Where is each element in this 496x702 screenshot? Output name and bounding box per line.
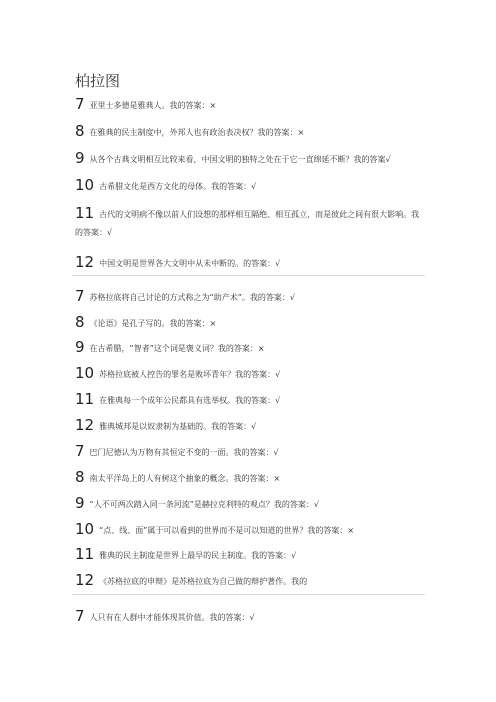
question-item xyxy=(75,494,415,512)
question-text: 雅典城邦是以奴隶制为基础的。我的答案：√ xyxy=(99,422,257,431)
question-number: 7 xyxy=(75,287,85,305)
question-text: 南太平洋岛上的人有树这个抽象的概念。我的答案：× xyxy=(89,474,281,483)
section-divider xyxy=(72,594,425,595)
question-item xyxy=(75,287,415,305)
question-item xyxy=(75,442,415,460)
question-number: 7 xyxy=(75,95,85,113)
question-number: 9 xyxy=(75,338,85,356)
question-item xyxy=(75,176,415,194)
question-item xyxy=(75,545,415,563)
question-number: 10 xyxy=(75,176,95,194)
question-item xyxy=(75,204,420,242)
question-text: 古代的文明病不像以前人们设想的那样相互隔绝、相互孤立，而是彼此之间有很大影响。我的答案：√ xyxy=(75,210,420,237)
question-number: 10 xyxy=(75,520,95,538)
question-text: 人只有在人群中才能体现其价值。我的答案：√ xyxy=(89,613,255,622)
question-text: 亚里士多德是雅典人。我的答案：× xyxy=(89,101,217,110)
question-item xyxy=(75,607,415,625)
question-number: 12 xyxy=(75,416,95,434)
question-number: 12 xyxy=(75,253,95,271)
question-text: 巴门尼德认为万物有其恒定不变的一面。我的答案：√ xyxy=(89,448,279,457)
question-number: 12 xyxy=(75,571,95,589)
question-text: 雅典的民主制度是世界上最早的民主制度。我的答案：√ xyxy=(99,551,297,560)
question-number: 11 xyxy=(75,390,95,408)
question-text: “点、线、面”属于可以看到的世界而不是可以知道的世界？我的答案：× xyxy=(99,526,355,535)
question-item xyxy=(75,253,415,271)
question-item xyxy=(75,338,415,356)
question-text: 在雅典每一个成年公民都具有选举权。我的答案：√ xyxy=(99,396,281,405)
question-text: 苏格拉底将自己讨论的方式称之为“助产术”。我的答案：√ xyxy=(89,293,295,302)
question-item xyxy=(75,571,415,589)
question-number: 9 xyxy=(75,149,85,167)
question-item xyxy=(75,313,415,331)
page-title: 柏拉图 xyxy=(75,72,121,90)
question-text: 《苏格拉底的申辩》是苏格拉底为自己做的辩护著作。我的 xyxy=(99,577,308,586)
question-number: 8 xyxy=(75,468,85,486)
question-number: 11 xyxy=(75,204,95,222)
question-number: 8 xyxy=(75,122,85,140)
question-number: 9 xyxy=(75,494,85,512)
question-text: 《论语》是孔子写的。我的答案：× xyxy=(89,319,217,328)
question-number: 8 xyxy=(75,313,85,331)
question-item xyxy=(75,468,415,486)
question-number: 7 xyxy=(75,607,85,625)
question-text: 中国文明是世界各大文明中从未中断的。的答案：√ xyxy=(99,259,281,268)
question-item xyxy=(75,364,415,382)
question-item xyxy=(75,122,415,140)
question-text: 古希腊文化是西方文化的母体。我的答案：√ xyxy=(99,182,257,191)
question-number: 7 xyxy=(75,442,85,460)
question-number: 10 xyxy=(75,364,95,382)
question-text: “人不可两次踏入同一条河流”是赫拉克利特的观点？我的答案：√ xyxy=(89,500,319,509)
question-item xyxy=(75,149,415,167)
question-item xyxy=(75,416,415,434)
question-text: 在雅典的民主制度中，外邦人也有政治表决权？我的答案：× xyxy=(89,128,305,137)
question-item xyxy=(75,95,415,113)
section-divider xyxy=(72,275,425,276)
question-text: 苏格拉底被人控告的罪名是败坏青年？我的答案：√ xyxy=(99,370,281,379)
question-item xyxy=(75,390,415,408)
question-text: 从各个古典文明相互比较来看，中国文明的独特之处在于它一直绵延不断？我的答案√ xyxy=(89,155,391,164)
question-text: 在古希腊，“智者”这个词是褒义词？我的答案：× xyxy=(89,344,265,353)
question-number: 11 xyxy=(75,545,95,563)
question-item xyxy=(75,520,415,538)
